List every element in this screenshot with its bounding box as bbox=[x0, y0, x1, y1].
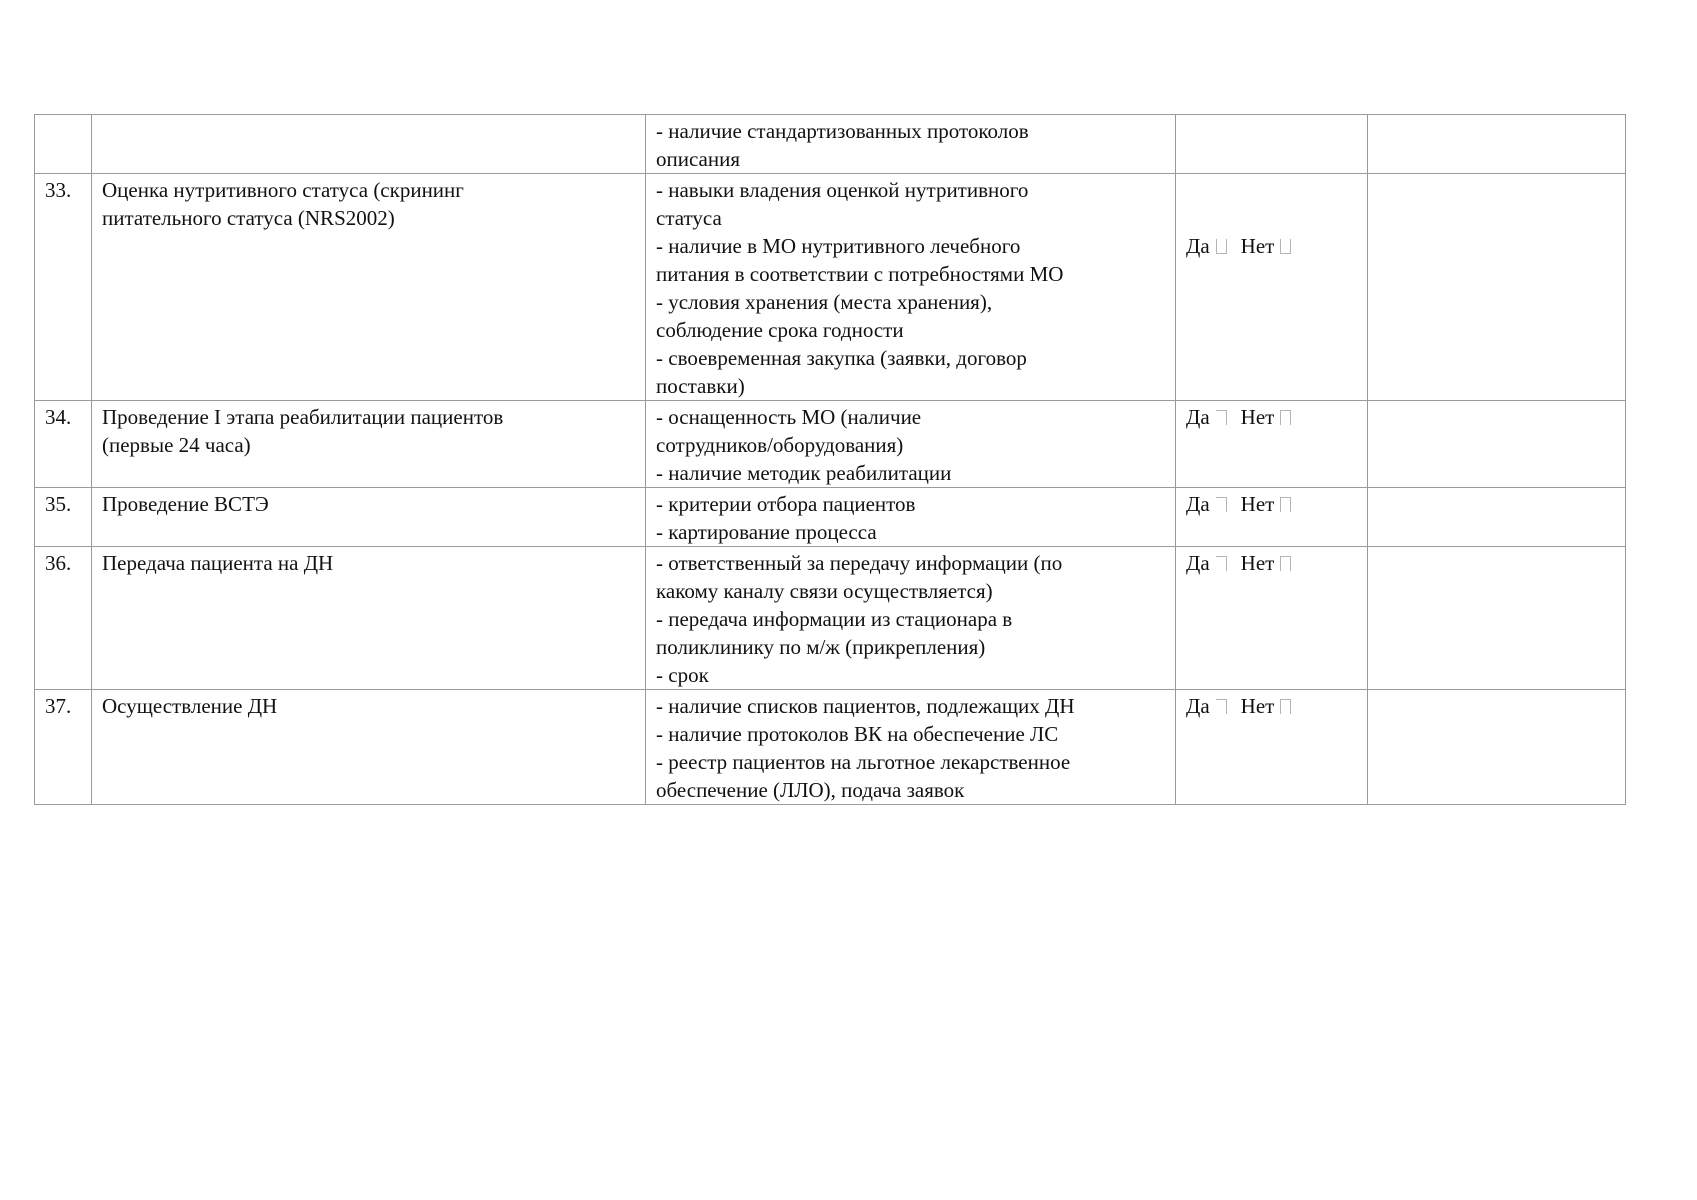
row-title bbox=[92, 115, 646, 174]
row-title: Проведение I этапа реабилитации пациентов (первые 24 часа) bbox=[92, 401, 646, 488]
yes-checkbox-icon[interactable] bbox=[1216, 497, 1227, 512]
row-answer bbox=[1176, 401, 1368, 488]
row-note bbox=[1368, 401, 1626, 488]
yes-option[interactable]: Да bbox=[1186, 234, 1241, 258]
row-title: Осуществление ДН bbox=[92, 690, 646, 805]
row-note bbox=[1368, 488, 1626, 547]
yes-option[interactable]: Да bbox=[1186, 492, 1241, 516]
row-note bbox=[1368, 174, 1626, 401]
row-criteria: - наличие стандартизованных протоколов описания bbox=[646, 115, 1176, 174]
row-number: 33. bbox=[35, 174, 92, 401]
row-title: Передача пациента на ДН bbox=[92, 547, 646, 690]
no-checkbox-icon[interactable] bbox=[1280, 497, 1291, 512]
checklist-table bbox=[34, 114, 1626, 805]
table-row bbox=[35, 488, 1626, 547]
row-answer bbox=[1176, 115, 1368, 174]
row-title: Проведение ВСТЭ bbox=[92, 488, 646, 547]
row-note bbox=[1368, 690, 1626, 805]
row-note bbox=[1368, 547, 1626, 690]
row-criteria: - наличие списков пациентов, подлежащих ДН - наличие протоколов ВК на обеспечение ЛС - реестр пациентов на льготное лекарственное обеспечение (ЛЛО), подача заявок bbox=[646, 690, 1176, 805]
no-checkbox-icon[interactable] bbox=[1280, 556, 1291, 571]
row-criteria: - навыки владения оценкой нутритивного статуса - наличие в МО нутритивного лечебного питания в соответствии с потребностями МО - условия хранения (места хранения), соблюдение срока годности - своевременная закупка (заявки, договор поставки) bbox=[646, 174, 1176, 401]
no-checkbox-icon[interactable] bbox=[1280, 410, 1291, 425]
no-option[interactable]: Нет bbox=[1241, 492, 1306, 516]
row-answer bbox=[1176, 488, 1368, 547]
row-title: Оценка нутритивного статуса (скрининг питательного статуса (NRS2002) bbox=[92, 174, 646, 401]
yes-option[interactable]: Да bbox=[1186, 694, 1241, 718]
no-checkbox-icon[interactable] bbox=[1280, 239, 1291, 254]
yes-checkbox-icon[interactable] bbox=[1216, 410, 1227, 425]
row-answer bbox=[1176, 547, 1368, 690]
row-answer bbox=[1176, 690, 1368, 805]
no-option[interactable]: Нет bbox=[1241, 551, 1306, 575]
no-option[interactable]: Нет bbox=[1241, 694, 1306, 718]
no-option[interactable]: Нет bbox=[1241, 234, 1306, 258]
row-number bbox=[35, 115, 92, 174]
yes-option[interactable]: Да bbox=[1186, 405, 1241, 429]
row-criteria: - ответственный за передачу информации (по какому каналу связи осуществляется) - передача информации из стационара в поликлинику по м/ж (прикрепления) - срок bbox=[646, 547, 1176, 690]
no-checkbox-icon[interactable] bbox=[1280, 699, 1291, 714]
table-row bbox=[35, 174, 1626, 401]
yes-checkbox-icon[interactable] bbox=[1216, 239, 1227, 254]
table-row bbox=[35, 115, 1626, 174]
table-row bbox=[35, 547, 1626, 690]
row-number: 36. bbox=[35, 547, 92, 690]
row-number: 37. bbox=[35, 690, 92, 805]
document-page bbox=[34, 114, 1625, 805]
table-row bbox=[35, 690, 1626, 805]
yes-checkbox-icon[interactable] bbox=[1216, 556, 1227, 571]
row-criteria: - оснащенность МО (наличие сотрудников/оборудования) - наличие методик реабилитации bbox=[646, 401, 1176, 488]
no-option[interactable]: Нет bbox=[1241, 405, 1306, 429]
row-criteria: - критерии отбора пациентов - картирование процесса bbox=[646, 488, 1176, 547]
yes-checkbox-icon[interactable] bbox=[1216, 699, 1227, 714]
row-note bbox=[1368, 115, 1626, 174]
row-number: 35. bbox=[35, 488, 92, 547]
table-row bbox=[35, 401, 1626, 488]
row-answer bbox=[1176, 174, 1368, 401]
yes-option[interactable]: Да bbox=[1186, 551, 1241, 575]
row-number: 34. bbox=[35, 401, 92, 488]
